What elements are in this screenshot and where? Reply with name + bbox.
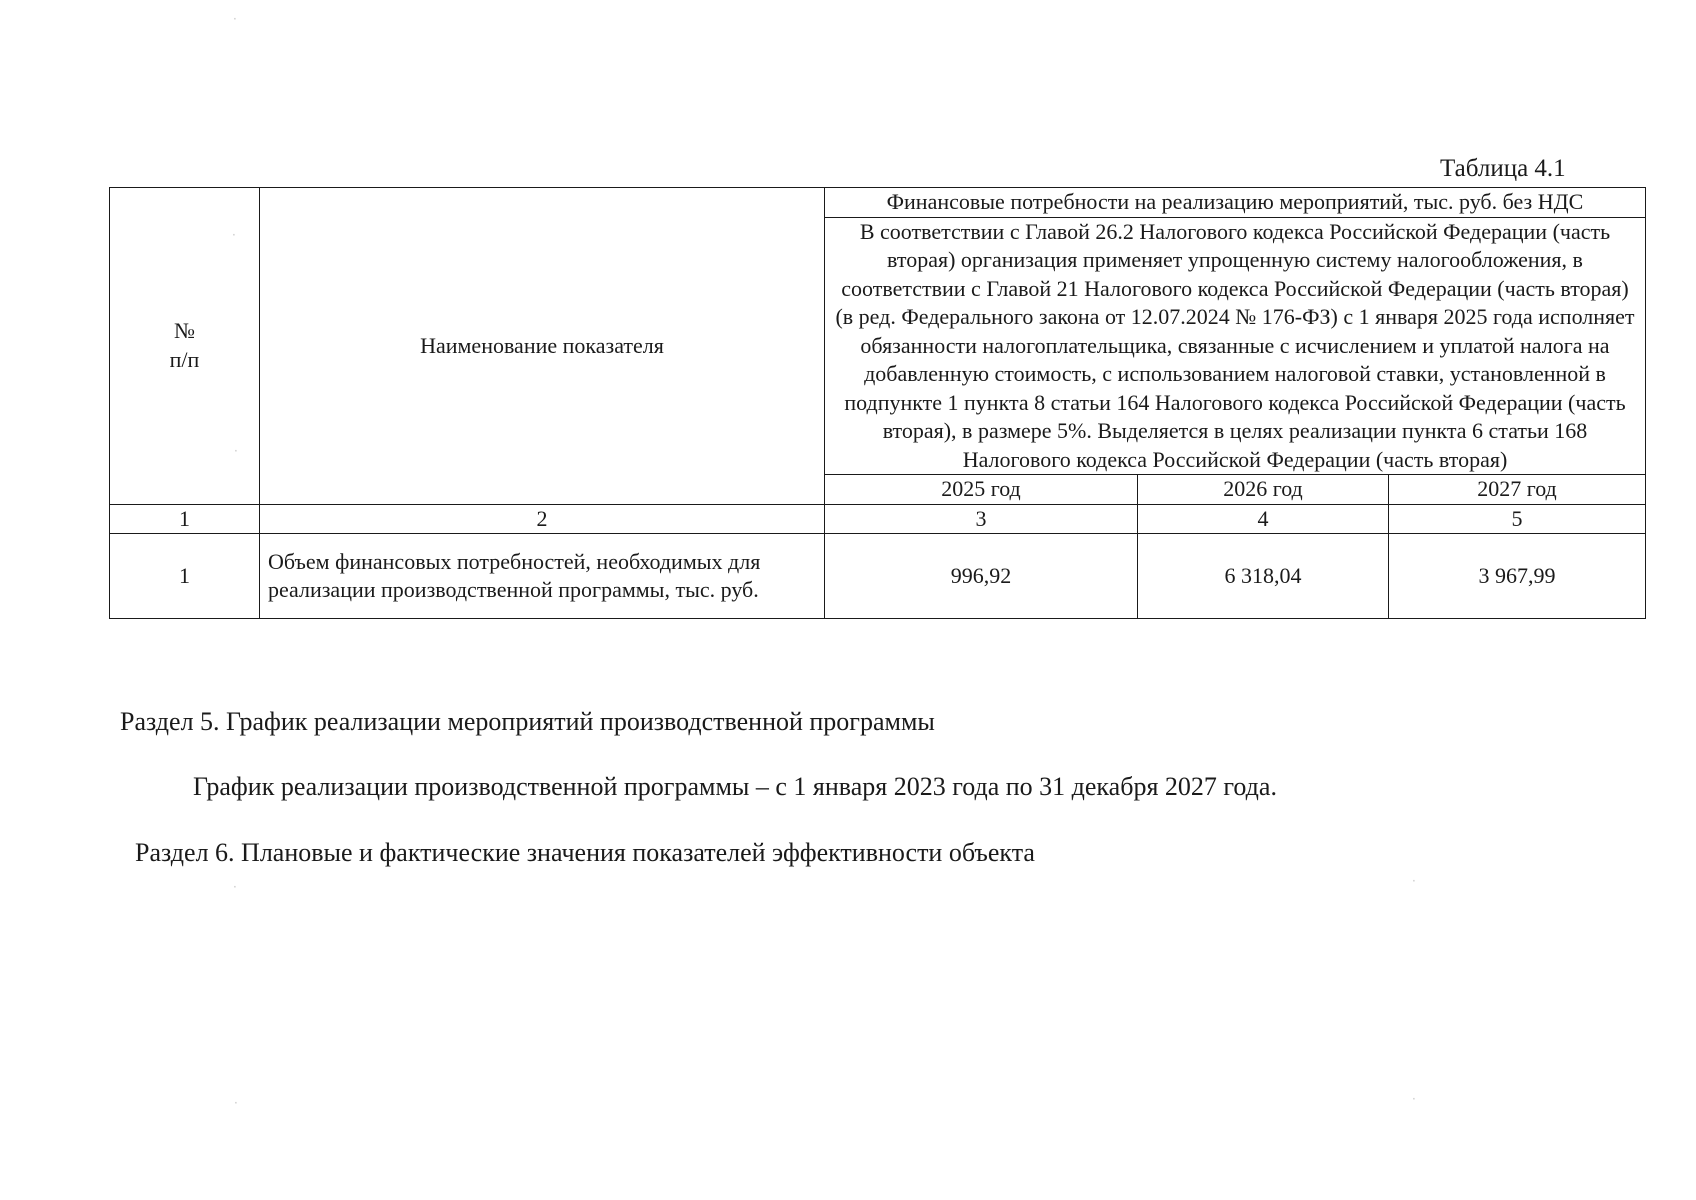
table-row <box>110 534 1646 619</box>
row-value-2027-cell: 3 967,99 <box>1389 534 1646 619</box>
index-cell: 5 <box>1389 504 1646 534</box>
table-index-row <box>110 504 1646 534</box>
table-header-row <box>110 188 1646 218</box>
scan-speck: · <box>1412 1092 1416 1106</box>
year-2025-cell: 2025 год <box>825 475 1138 505</box>
scan-speck: · <box>232 228 236 242</box>
scan-speck: · <box>233 12 237 26</box>
row-value-2026-cell: 6 318,04 <box>1138 534 1389 619</box>
row-value-2025-cell: 996,92 <box>825 534 1138 619</box>
scan-speck: · <box>234 444 238 458</box>
row-name-cell: Объем финансовых потребностей, необходимых для реализации производственной программы, тыс. руб. <box>260 534 825 619</box>
scan-speck: · <box>234 1096 238 1110</box>
section-6-title: Раздел 6. Плановые и фактические значения показателей эффективности объекта <box>135 838 1035 867</box>
schedule-paragraph: График реализации производственной программы – с 1 января 2023 года по 31 декабря 2027 года. <box>193 772 1277 801</box>
year-2026-cell: 2026 год <box>1138 475 1389 505</box>
year-2027-cell: 2027 год <box>1389 475 1646 505</box>
table-caption: Таблица 4.1 <box>1440 155 1566 182</box>
financial-needs-table <box>109 187 1646 619</box>
header-tax-note-cell: В соответствии с Главой 26.2 Налогового кодекса Российской Федерации (часть вторая) организация применяет упрощенную систему налогообложения, в соответствии с Главой 21 Налогового кодекса Российской Федерации (часть вторая) (в ред. Федерального закона от 12.07.2024 № 176-ФЗ) с 1 января 2025 года исполняет обязанности налогоплательщика, связанные с исчислением и уплатой налога на добавленную стоимость, с использованием налоговой ставки, установленной в подпункте 1 пункта 8 статьи 164 Налогового кодекса Российской Федерации (часть вторая), в размере 5%. Выделяется в целях реализации пункта 6 статьи 168 Налогового кодекса Российской Федерации (часть вторая) <box>825 217 1646 475</box>
row-num-cell: 1 <box>110 534 260 619</box>
header-num-label: № п/п <box>169 318 200 372</box>
header-name-cell: Наименование показателя <box>260 188 825 505</box>
scan-speck: · <box>233 880 237 894</box>
index-cell: 4 <box>1138 504 1389 534</box>
header-fin-cell: Финансовые потребности на реализацию мероприятий, тыс. руб. без НДС <box>825 188 1646 218</box>
index-cell: 3 <box>825 504 1138 534</box>
section-5-title: Раздел 5. График реализации мероприятий производственной программы <box>120 707 935 736</box>
index-cell: 1 <box>110 504 260 534</box>
scan-speck: · <box>1412 874 1416 888</box>
index-cell: 2 <box>260 504 825 534</box>
